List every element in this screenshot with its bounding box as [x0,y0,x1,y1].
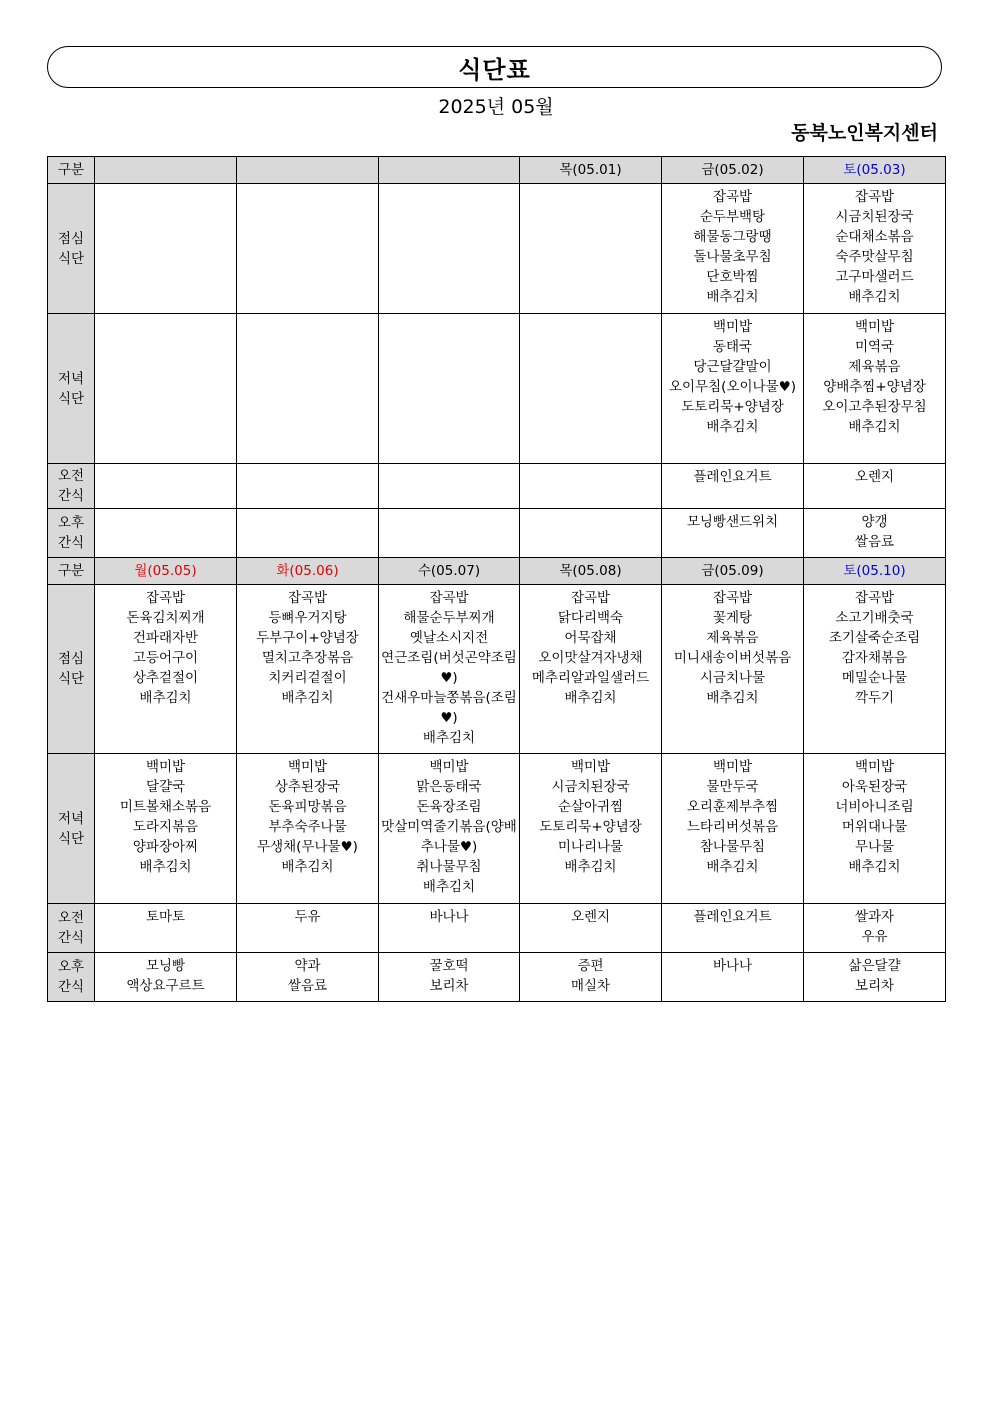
menu-item: 플레인요거트 [693,469,772,485]
menu-item: 배추김치 [848,419,901,435]
menu-cell [379,509,520,558]
meal-row [48,464,946,509]
menu-item: 돈육장조림 [416,799,482,815]
menu-cell [379,953,520,1002]
menu-item: 우유 [861,929,888,945]
menu-cell [95,509,237,558]
menu-item: 오렌지 [570,909,611,925]
menu-item: 모닝빵 [145,958,186,974]
meal-label-text: 간식 [57,488,85,504]
section-label-header: 구분 [48,157,95,184]
menu-cell [520,464,662,509]
menu-cell [804,754,946,904]
menu-item: 보리차 [429,978,469,994]
menu-item: 닭다리백숙 [557,610,624,626]
menu-cell [237,754,379,904]
menu-item: 당근달걀말이 [693,359,772,375]
menu-item: 양파장아찌 [132,839,199,855]
menu-cell [662,904,804,953]
menu-item: 액상요구르트 [126,978,205,994]
menu-item: 쌀과자 [854,909,895,925]
meal-label-text: 간식 [57,979,85,995]
menu-cell [95,585,237,754]
day-header: 금(05.09) [662,558,804,585]
menu-item: 해물동그랑땡 [693,229,772,245]
title-box [47,46,942,88]
menu-item: 소고기배춧국 [835,610,914,626]
menu-item: 쌀음료 [287,978,328,994]
menu-item: 도토리묵+양념장 [681,399,784,415]
menu-item: 오이맛살겨자냉채 [538,650,643,666]
menu-cell [520,953,662,1002]
week-header-row [48,558,946,585]
menu-item: 백미밥 [854,759,895,775]
menu-item: 배추김치 [564,859,617,875]
menu-cell [237,585,379,754]
menu-cell [662,314,804,464]
page-subtitle: 2025년 05월 [438,96,554,118]
meal-label-text: 식단 [57,830,85,847]
menu-item: 배추김치 [706,289,759,305]
menu-item: 오이고추된장무침 [822,399,927,415]
menu-item: 치커리겉절이 [268,670,347,686]
menu-item: 쌀음료 [854,534,895,550]
meal-label-text: 식단 [57,671,85,687]
menu-item: 배추김치 [281,859,334,875]
menu-item: 배추김치 [706,859,759,875]
menu-cell [95,464,237,509]
menu-item: 돌나물초무침 [693,249,772,265]
menu-item: 배추김치 [706,690,759,706]
meal-row [48,904,946,953]
menu-item: 백미밥 [287,759,328,775]
menu-item: 조기살죽순조림 [828,630,921,646]
menu-item: 오렌지 [854,469,895,485]
menu-item: 배추김치 [848,859,901,875]
menu-item: 두부구이+양념장 [256,630,359,646]
menu-cell [95,754,237,904]
week-header-row [48,157,946,184]
menu-cell [520,754,662,904]
menu-cell [379,754,520,904]
meal-label-text: 오후 [57,515,85,531]
menu-item: 도라지볶음 [132,819,199,835]
menu-item: 동태국 [712,339,753,355]
menu-cell [520,314,662,464]
menu-cell [662,754,804,904]
menu-cell [520,585,662,754]
menu-cell [520,509,662,558]
menu-item: 순대채소볶음 [835,229,914,245]
menu-item: 미역국 [854,339,895,355]
menu-cell [237,464,379,509]
menu-item: 연근조림(버섯곤약조림♥) [381,650,517,686]
menu-item: 오이무침(오이나물♥) [669,379,796,395]
menu-item: 고구마샐러드 [835,269,914,285]
day-header: 목(05.08) [520,558,662,585]
meal-label-text: 점심 [57,230,85,247]
day-header: 토(05.10) [804,558,946,585]
menu-item: 해물순두부찌개 [403,610,495,626]
menu-item: 잡곡밥 [287,590,328,606]
menu-item: 시금치된장국 [835,209,914,225]
meal-label [48,585,95,754]
menu-item: 무생채(무나물♥) [257,839,358,855]
menu-item: 배추김치 [139,859,192,875]
menu-cell [804,904,946,953]
meal-label-text: 간식 [57,535,85,551]
menu-cell [520,184,662,314]
menu-item: 잡곡밥 [854,590,895,606]
menu-item: 두유 [294,909,321,925]
menu-item: 건새우마늘쫑볶음(조림♥) [381,690,517,726]
meal-label-text: 오전 [57,468,85,484]
day-header: 금(05.02) [662,157,804,184]
menu-item: 부추숙주나물 [268,819,347,835]
meal-row [48,184,946,314]
menu-item: 백미밥 [712,759,753,775]
menu-item: 미니새송이버섯볶음 [673,650,792,666]
menu-item: 돈육김치찌개 [126,610,205,626]
menu-cell [95,953,237,1002]
menu-item: 머위대나물 [841,819,908,835]
day-header [237,157,379,184]
menu-item: 토마토 [145,909,186,925]
menu-item: 어묵잡채 [564,630,617,646]
menu-item: 너비아니조림 [835,799,914,815]
menu-item: 잡곡밥 [854,189,895,205]
menu-item: 시금치나물 [699,670,766,686]
menu-item: 고등어구이 [132,650,199,666]
menu-cell [237,904,379,953]
menu-item: 돈육피망볶음 [268,799,347,815]
menu-item: 멸치고추장볶음 [261,650,354,666]
menu-item: 백미밥 [145,759,186,775]
menu-item: 보리차 [854,978,895,994]
meal-row [48,953,946,1002]
menu-item: 백미밥 [570,759,611,775]
day-header: 목(05.01) [520,157,662,184]
menu-item: 미트볼채소볶음 [119,799,212,815]
menu-item: 무나물 [854,839,895,855]
menu-item: 도토리묵+양념장 [539,819,642,835]
menu-cell [95,314,237,464]
meal-label-text: 식단 [57,390,85,407]
menu-item: 모닝빵샌드위치 [686,514,779,530]
menu-item: 배추김치 [422,879,476,895]
menu-cell [237,953,379,1002]
menu-table [47,156,946,1002]
meal-label [48,184,95,314]
menu-item: 취나물무침 [416,859,482,875]
menu-item: 잡곡밥 [712,189,753,205]
menu-cell [520,904,662,953]
meal-row [48,754,946,904]
day-header: 토(05.03) [804,157,946,184]
menu-cell [804,184,946,314]
menu-cell [379,904,520,953]
menu-item: 잡곡밥 [429,590,469,606]
day-header: 월(05.05) [95,558,237,585]
menu-item: 약과 [294,958,321,974]
menu-item: 제육볶음 [706,630,759,646]
menu-cell [662,585,804,754]
menu-cell [804,509,946,558]
menu-cell [95,904,237,953]
menu-item: 증편 [577,958,604,974]
menu-cell [237,314,379,464]
meal-label [48,509,95,558]
menu-cell [804,585,946,754]
meal-label [48,754,95,904]
menu-item: 꽃게탕 [712,610,753,626]
center-name: 동북노인복지센터 [791,122,938,144]
menu-item: 느타리버섯볶음 [686,819,779,835]
menu-item: 바나나 [429,909,469,925]
section-label-header: 구분 [48,558,95,585]
menu-cell [379,464,520,509]
menu-item: 백미밥 [712,319,753,335]
menu-item: 아욱된장국 [841,779,908,795]
menu-item: 감자채볶음 [841,650,908,666]
menu-cell [804,314,946,464]
meal-label-text: 점심 [57,651,85,667]
menu-cell [379,314,520,464]
menu-item: 배추김치 [564,690,617,706]
menu-item: 달걀국 [145,779,186,795]
day-header [95,157,237,184]
day-header [379,157,520,184]
meal-row [48,585,946,754]
menu-cell [662,953,804,1002]
meal-label [48,314,95,464]
menu-cell [662,509,804,558]
menu-item: 상추된장국 [274,779,341,795]
menu-cell [379,585,520,754]
menu-item: 삶은달걀 [848,958,901,974]
menu-item: 배추김치 [848,289,901,305]
menu-item: 시금치된장국 [551,779,630,795]
menu-item: 제육볶음 [848,359,901,375]
meal-label-text: 식단 [57,250,85,267]
meal-label-text: 오후 [57,959,85,975]
menu-item: 매실차 [570,978,611,994]
menu-item: 백미밥 [854,319,895,335]
meal-label-text: 저녁 [57,370,85,387]
menu-item: 순두부백탕 [699,209,766,225]
meal-row [48,509,946,558]
meal-label [48,464,95,509]
menu-item: 단호박찜 [706,269,759,285]
menu-item: 등뼈우거지탕 [268,610,347,626]
menu-item: 깍두기 [854,690,895,706]
menu-item: 메밀순나물 [841,670,908,686]
menu-item: 순살아귀찜 [557,799,624,815]
meal-label-text: 오전 [57,910,85,926]
menu-item: 백미밥 [429,759,469,775]
menu-item: 잡곡밥 [145,590,186,606]
menu-item: 오리훈제부추찜 [686,799,779,815]
menu-item: 배추김치 [139,690,192,706]
menu-item: 배추김치 [706,419,759,435]
menu-item: 참나물무침 [699,839,766,855]
menu-item: 옛날소시지전 [409,630,489,646]
menu-item: 숙주맛살무침 [835,249,914,265]
menu-item: 물만두국 [706,779,759,795]
menu-item: 배추김치 [281,690,334,706]
day-header: 수(05.07) [379,558,520,585]
meal-label [48,904,95,953]
meal-label [48,953,95,1002]
menu-cell [804,464,946,509]
menu-cell [662,184,804,314]
menu-item: 바나나 [712,958,753,974]
menu-cell [95,184,237,314]
menu-item: 잡곡밥 [712,590,753,606]
menu-item: 잡곡밥 [570,590,611,606]
menu-item: 건파래자반 [132,630,199,646]
menu-item: 미나리나물 [557,839,624,855]
menu-item: 메추리알과일샐러드 [531,670,650,686]
menu-cell [237,509,379,558]
menu-item: 배추김치 [422,730,476,746]
meal-label-text: 간식 [57,930,85,946]
meal-row [48,314,946,464]
menu-item: 맑은동태국 [416,779,482,795]
menu-item: 양갱 [861,514,888,530]
menu-item: 양배추찜+양념장 [823,379,926,395]
menu-cell [379,184,520,314]
menu-item: 상추겉절이 [132,670,199,686]
menu-item: 플레인요거트 [693,909,772,925]
menu-cell [662,464,804,509]
menu-cell [237,184,379,314]
menu-cell [804,953,946,1002]
meal-label-text: 저녁 [57,810,85,827]
day-header: 화(05.06) [237,558,379,585]
menu-item: 맛살미역줄기볶음(양배추나물♥) [381,819,517,855]
menu-item: 꿀호떡 [429,958,469,974]
page-title: 식단표 [458,55,531,84]
